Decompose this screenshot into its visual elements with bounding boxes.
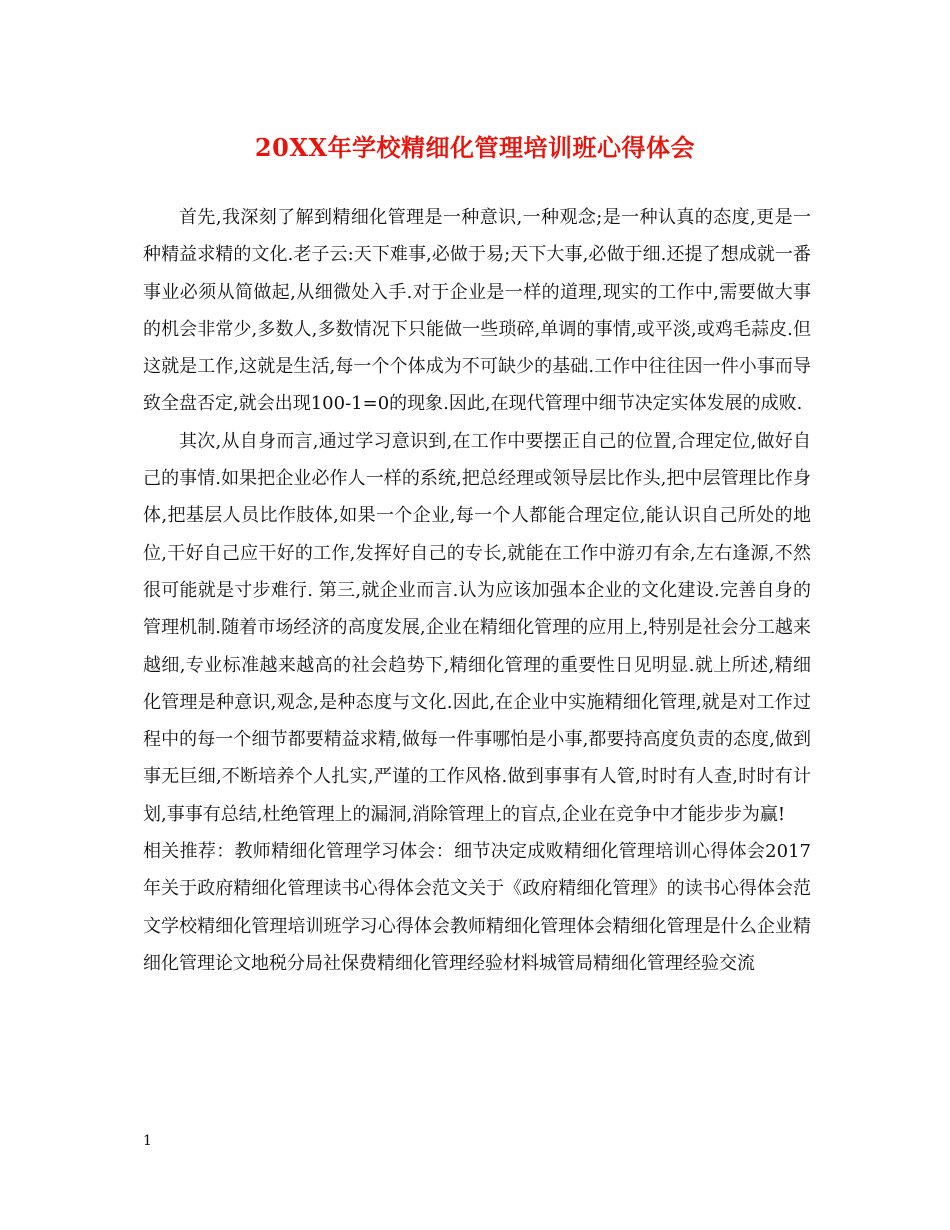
paragraph-2: 其次,从自身而言,通过学习意识到,在工作中要摆正自己的位置,合理定位,做好自己的事情.如果把企业必作人一样的系统,把总经理或领导层比作头,把中层管理比作身体,把基层人员比作肢体,如果一个企业,每一个人都能合理定位,能认识自己所处的地位,干好自己应干好的工作,发挥好自己的专长,就能在工作中游刃有余,左右逢源,不然很可能就是寸步难行. 第三,就企业而言.认为应该加强本企业的文化建设.完善自身的管理机制.随着市场经济的高度发展,企业在精细化管理的应用上,特别是社会分工越来越细,专业标准越来越高的社会趋势下,精细化管理的重要性日见明显.就上所述,精细化管理是种意识,观念,是种态度与文化.因此,在企业中实施精细化管理,就是对工作过程中的每一个细节都要精益求精,做每一件事哪怕是小事,都要持高度负责的态度,做到事无巨细,不断培养个人扎实,严谨的工作风格.做到事事有人管,时时有人查,时时有计划,事事有总结,杜绝管理上的漏洞,消除管理上的盲点,企业在竞争中才能步步为赢! (143, 430, 811, 825)
document-title: 20XX年学校精细化管理培训班心得体会 (254, 133, 696, 162)
document-body (143, 199, 811, 982)
related-recommendations: 相关推荐：教师精细化管理学习体会：细节决定成败精细化管理培训心得体会2017年关于政府精细化管理读书心得体会范文关于《政府精细化管理》的读书心得体会范文学校精细化管理培训班学习心得体会教师精细化管理体会精细化管理是什么企业精细化管理论文地税分局社保费精细化管理经验材料城管局精细化管理经验交流 (143, 841, 811, 974)
paragraph-1: 首先,我深刻了解到精细化管理是一种意识,一种观念;是一种认真的态度,更是一种精益求精的文化.老子云:天下难事,必做于易;天下大事,必做于细.还提了想成就一番事业必须从简做起,从细微处入手.对于企业是一样的道理,现实的工作中,需要做大事的机会非常少,多数人,多数情况下只能做一些琐碎,单调的事情,或平淡,或鸡毛蒜皮.但这就是工作,这就是生活,每一个个体成为不可缺少的基础.工作中往往因一件小事而导致全盘否定,就会出现100-1=0的现象.因此,在现代管理中细节决定实体发展的成败. (143, 207, 811, 415)
page-number: 1 (143, 1133, 152, 1149)
